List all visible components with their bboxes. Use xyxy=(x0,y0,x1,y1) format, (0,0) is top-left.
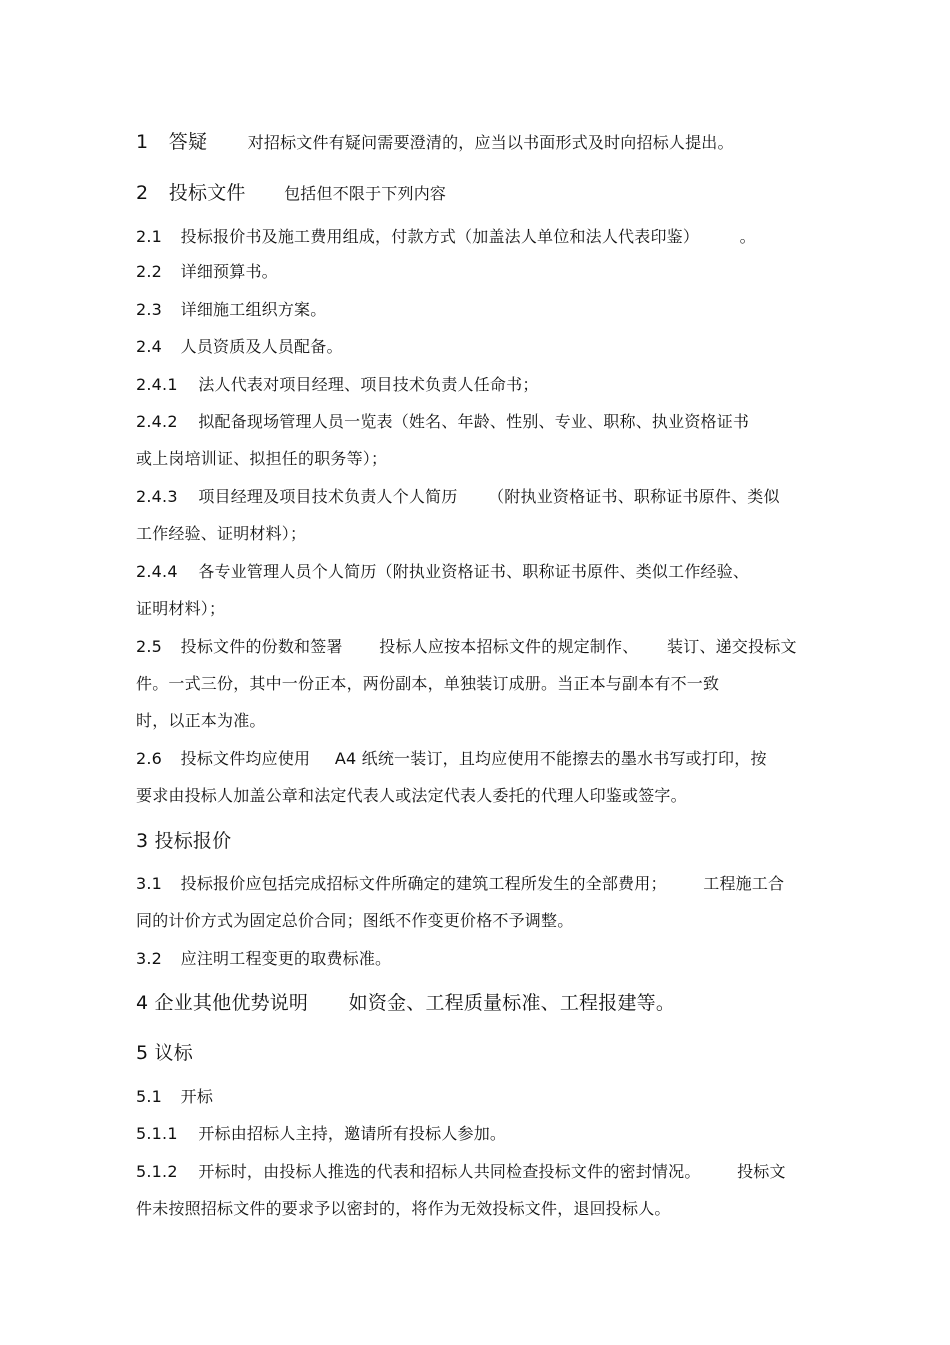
item-2-5 xyxy=(136,637,797,657)
item-5-1-2 xyxy=(136,1162,786,1182)
item-5-1-1-text: 开标由招标人主持，邀请所有投标人参加。 xyxy=(198,1124,507,1143)
item-3-2-number: 3.2 xyxy=(136,949,163,968)
section-2-line xyxy=(136,181,446,206)
item-5-1-2-number: 5.1.2 xyxy=(136,1162,178,1181)
item-5-1-text: 开标 xyxy=(180,1087,214,1106)
section-2-text: 包括但不限于下列内容 xyxy=(284,184,447,203)
item-5-1-2-text-a: 开标时，由投标人推选的代表和招标人共同检查投标文件的密封情况。 xyxy=(198,1162,701,1181)
item-2-4-3 xyxy=(136,487,780,507)
item-2-5-text-c: 装订、递交投标文 xyxy=(667,637,797,656)
item-2-5-text-b: 投标人应按本招标文件的规定制作、 xyxy=(379,637,639,656)
item-2-4-2-continued: 或上岗培训证、拟担任的职务等）； xyxy=(136,449,388,468)
item-2-4 xyxy=(136,337,343,357)
item-2-1-tail: 。 xyxy=(739,227,756,246)
item-2-3 xyxy=(136,300,326,320)
item-2-5-text-a: 投标文件的份数和签署 xyxy=(180,637,343,656)
section-5-title: 5 议标 xyxy=(136,1042,193,1064)
item-2-4-2-number: 2.4.2 xyxy=(136,412,178,431)
item-2-4-1-number: 2.4.1 xyxy=(136,375,178,394)
section-1-text: 对招标文件有疑问需要澄清的，应当以书面形式及时向招标人提出。 xyxy=(247,133,734,152)
item-2-6 xyxy=(136,749,767,769)
item-2-6-continued: 要求由投标人加盖公章和法定代表人或法定代表人委托的代理人印鉴或签字。 xyxy=(136,786,687,805)
item-2-5-continued-1: 件。一式三份，其中一份正本，两份副本，单独装订成册。当正本与副本有不一致 xyxy=(136,674,720,693)
item-2-4-2-text: 拟配备现场管理人员一览表（姓名、年龄、性别、专业、职称、执业资格证书 xyxy=(198,412,750,431)
item-5-1-2-continued: 件未按照招标文件的要求予以密封的，将作为无效投标文件，退回投标人。 xyxy=(136,1199,671,1218)
item-2-6-text-a: 投标文件均应使用 xyxy=(180,749,311,768)
item-2-1-text: 投标报价书及施工费用组成，付款方式（加盖法人单位和法人代表印鉴） xyxy=(180,227,700,246)
item-2-2-number: 2.2 xyxy=(136,262,163,281)
item-2-4-text: 人员资质及人员配备。 xyxy=(180,337,343,356)
item-3-1-text-a: 投标报价应包括完成招标文件所确定的建筑工程所发生的全部费用； xyxy=(180,874,667,893)
item-2-4-4-number: 2.4.4 xyxy=(136,562,178,581)
item-5-1-number: 5.1 xyxy=(136,1087,163,1106)
item-2-4-1 xyxy=(136,375,539,395)
section-1-number: 1 xyxy=(136,131,149,153)
item-5-1-1 xyxy=(136,1124,506,1144)
item-2-2-text: 详细预算书。 xyxy=(180,262,278,281)
item-2-5-number: 2.5 xyxy=(136,637,163,656)
item-2-4-3-continued: 工作经验、证明材料）； xyxy=(136,524,307,543)
section-4-text: 如资金、工程质量标准、工程报建等。 xyxy=(348,992,676,1014)
item-5-1 xyxy=(136,1087,213,1107)
item-2-4-3-text-b: （附执业资格证书、职称证书原件、类似 xyxy=(488,487,780,506)
item-2-4-4 xyxy=(136,562,749,582)
item-2-5-continued-2: 时，以正本为准。 xyxy=(136,711,266,730)
item-2-4-1-text: 法人代表对项目经理、项目技术负责人任命书； xyxy=(198,375,539,394)
item-5-1-1-number: 5.1.1 xyxy=(136,1124,178,1143)
section-4-line xyxy=(136,991,675,1015)
section-2-title: 投标文件 xyxy=(168,182,246,204)
item-2-3-number: 2.3 xyxy=(136,300,163,319)
item-2-4-4-continued: 证明材料）； xyxy=(136,599,226,618)
section-3-title: 3 投标报价 xyxy=(136,830,232,852)
section-2-number: 2 xyxy=(136,182,149,204)
item-2-4-3-text-a: 项目经理及项目技术负责人个人简历 xyxy=(198,487,458,506)
item-2-2 xyxy=(136,262,278,282)
section-1-title: 答疑 xyxy=(168,131,208,153)
item-2-4-2 xyxy=(136,412,749,432)
item-2-3-text: 详细施工组织方案。 xyxy=(180,300,327,319)
item-2-4-4-text: 各专业管理人员个人简历（附执业资格证书、职称证书原件、类似工作经验、 xyxy=(198,562,750,581)
item-2-1 xyxy=(136,227,756,247)
item-2-6-text-b: A4 纸统一装订，且均应使用不能擦去的墨水书写或打印，按 xyxy=(334,749,767,768)
item-3-1-number: 3.1 xyxy=(136,874,163,893)
item-2-4-3-number: 2.4.3 xyxy=(136,487,178,506)
section-4-title: 4 企业其他优势说明 xyxy=(136,992,309,1014)
item-3-1-continued: 同的计价方式为固定总价合同；图纸不作变更价格不予调整。 xyxy=(136,911,574,930)
item-3-1 xyxy=(136,874,784,894)
item-3-2 xyxy=(136,949,391,969)
item-5-1-2-text-b: 投标文 xyxy=(737,1162,786,1181)
item-2-4-number: 2.4 xyxy=(136,337,163,356)
item-2-1-number: 2.1 xyxy=(136,227,163,246)
item-3-1-text-b: 工程施工合 xyxy=(703,874,785,893)
item-2-6-number: 2.6 xyxy=(136,749,163,768)
item-3-2-text: 应注明工程变更的取费标准。 xyxy=(180,949,392,968)
section-1-line xyxy=(136,130,734,155)
